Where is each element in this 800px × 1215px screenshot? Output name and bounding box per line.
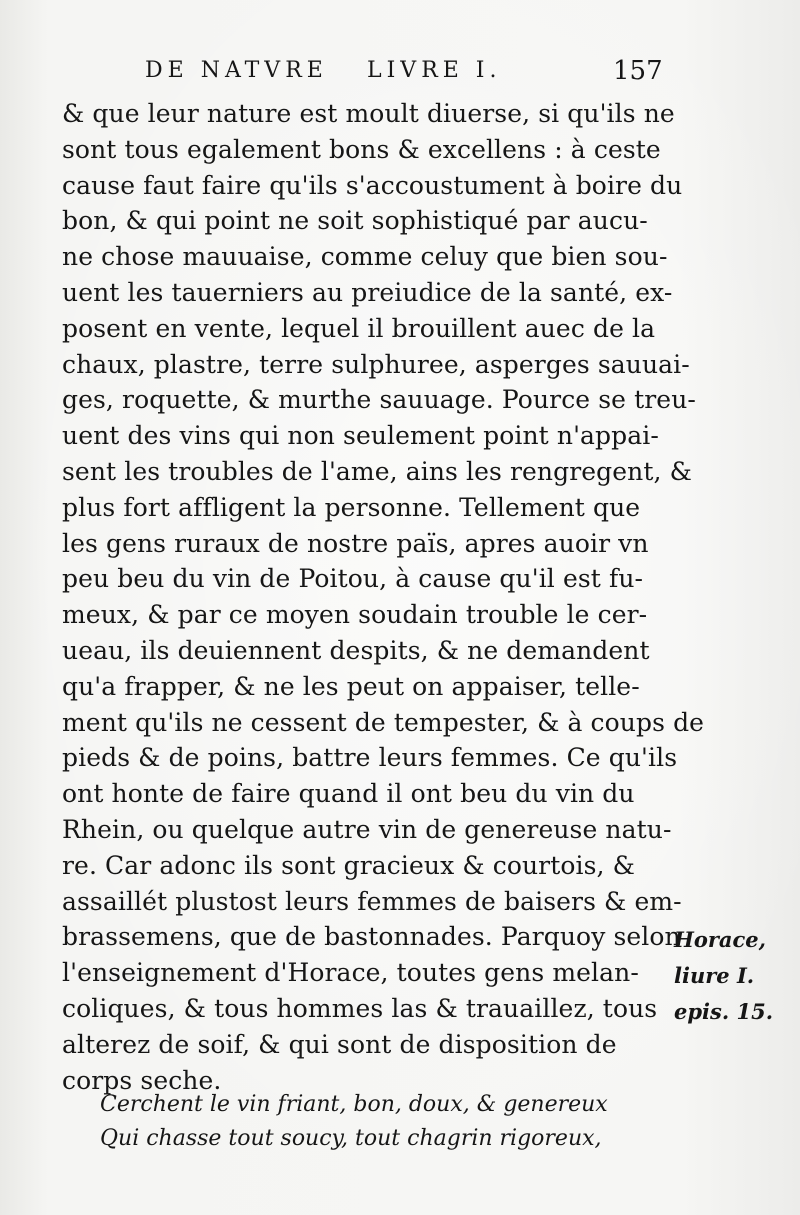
text-line: chaux, plastre, terre sulphuree, asperges sauuai- [62,349,690,379]
body-text [62,96,705,1098]
text-line: sent les troubles de l'ame, ains les rengregent, & [62,456,692,486]
text-line: ueau, ils deuiennent despits, & ne demandent [62,635,650,665]
text-line: peu beu du vin de Poitou, à cause qu'il est fu- [62,564,644,594]
text-line: ges, roquette, & murthe sauuage. Pource se treu- [62,385,696,415]
text-line: bon, & qui point ne soit sophistiqué par aucu- [62,206,648,236]
text-line: coliques, & tous hommes las & trauaillez, tous [62,993,658,1023]
text-line: ne chose mauuaise, comme celuy que bien sou- [62,242,668,272]
verse-line: Cerchent le vin friant, bon, doux, & genereux [100,1092,608,1117]
text-line: meux, & par ce moyen soudain trouble le cer- [62,600,648,630]
text-line: uent des vins qui non seulement point n'appai- [62,421,659,451]
text-line: re. Car adonc ils sont gracieux & courtois, & [62,850,635,880]
text-line: les gens ruraux de nostre païs, apres auoir vn [62,528,649,558]
text-line: plus fort affligent la personne. Tellement que [62,492,641,522]
text-line: pieds & de poins, battre leurs femmes. Ce qu'ils [62,743,678,773]
text-line: assaillét plustost leurs femmes de baisers & em- [62,886,682,916]
verse-quotation [100,1088,608,1156]
text-line: uent les tauerniers au preiudice de la santé, ex- [62,277,673,307]
page-number: 157 [613,56,663,86]
text-line: Rhein, ou quelque autre vin de genereuse natu- [62,814,672,844]
text-line: brassemens, que de bastonnades. Parquoy selon [62,922,681,952]
margin-note-line: liure I. [674,962,755,988]
text-line: alterez de soif, & qui sont de disposition de [62,1029,617,1059]
running-head [145,58,665,92]
running-head-book: LIVRE I. [367,58,502,83]
margin-note [674,922,794,1029]
margin-note-line: Horace, [674,927,766,952]
text-line: ont honte de faire quand il ont beu du vin du [62,779,635,809]
verse-line: Qui chasse tout soucy, tout chagrin rigoreux, [100,1126,602,1151]
margin-note-line: epis. 15. [674,998,774,1024]
text-line: sont tous egalement bons & excellens : à ceste [62,134,661,164]
running-head-title: DE NATVRE [145,58,328,83]
text-line: qu'a frapper, & ne les peut on appaiser, telle- [62,671,640,701]
text-line: corps seche. [62,1065,222,1095]
text-line: cause faut faire qu'ils s'accoustument à boire du [62,170,683,200]
text-line: ment qu'ils ne cessent de tempester, & à coups de [62,707,705,737]
text-line: posent en vente, lequel il brouillent auec de la [62,313,656,343]
text-line: & que leur nature est moult diuerse, si qu'ils ne [62,99,675,128]
text-line: l'enseignement d'Horace, toutes gens melan- [62,958,639,988]
